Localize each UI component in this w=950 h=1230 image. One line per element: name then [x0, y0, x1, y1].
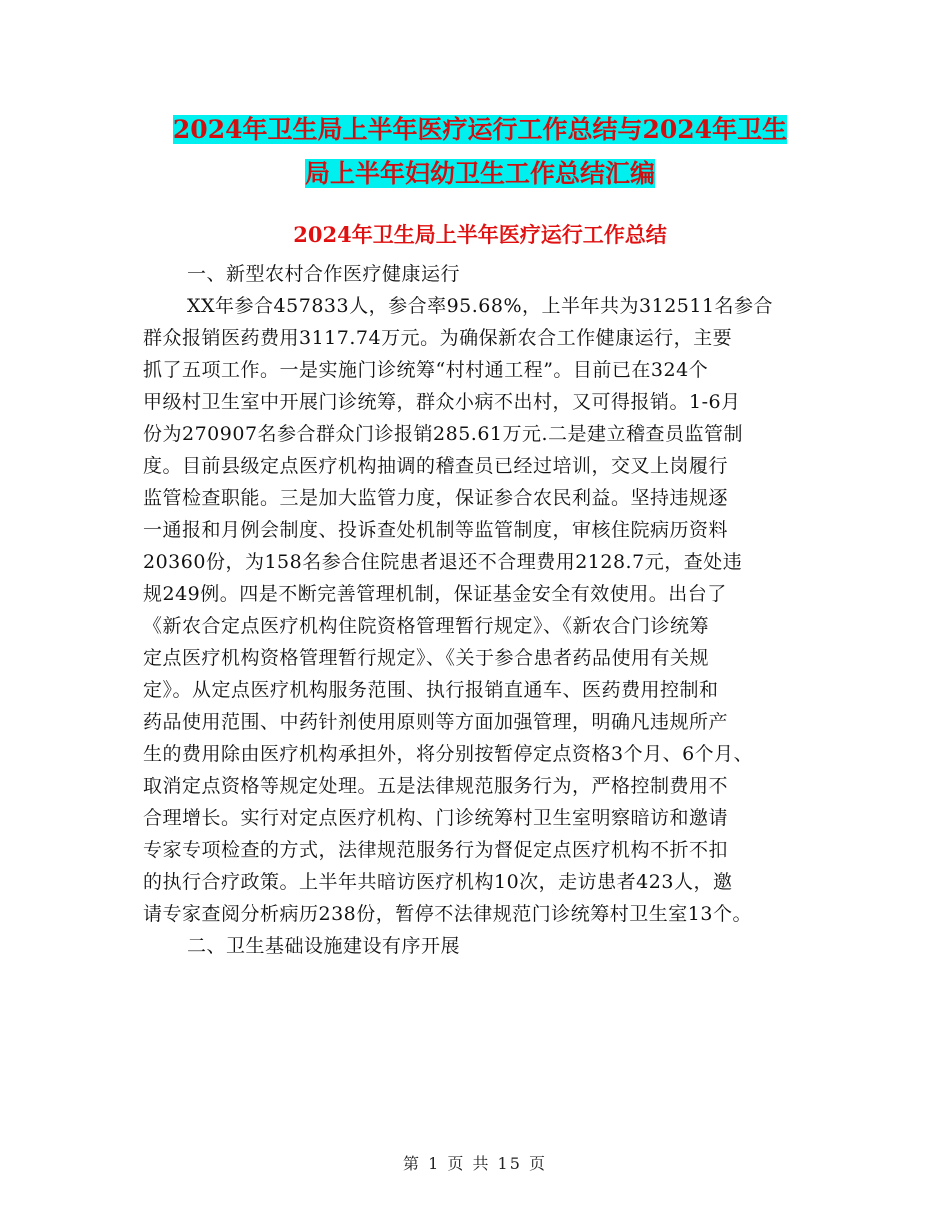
paragraph-line: 20360份，为158名参合住院患者退还不合理费用2128.7元，查处违: [143, 551, 743, 573]
paragraph-line: 定点医疗机构资格管理暂行规定》、《关于参合患者药品使用有关规: [143, 647, 710, 669]
document-title: [140, 108, 820, 196]
paragraph-line: 甲级村卫生室中开展门诊统筹，群众小病不出村，又可得报销。1-6月: [143, 391, 741, 413]
paragraph-line: 定》。从定点医疗机构服务范围、执行报销直通车、医药费用控制和: [143, 679, 719, 701]
section-2-heading: 二、卫生基础设施建设有序开展: [187, 935, 461, 957]
body-text: [143, 258, 823, 962]
paragraph-line: XX年参合457833人，参合率95.68%，上半年共为312511名参合: [187, 295, 774, 317]
paragraph-line: 一通报和月例会制度、投诉查处机制等监管制度，审核住院病历资料: [143, 519, 729, 541]
paragraph-line: 生的费用除由医疗机构承担外，将分别按暂停定点资格3个月、6个月、: [143, 743, 754, 765]
paragraph-line: 合理增长。实行对定点医疗机构、门诊统筹村卫生室明察暗访和邀请: [143, 807, 729, 829]
paragraph-line: 群众报销医药费用3117.74万元。为确保新农合工作健康运行，主要: [143, 327, 733, 349]
paragraph-line: 请专家查阅分析病历238份，暂停不法律规范门诊统筹村卫生室13个。: [143, 903, 752, 925]
paragraph-line: 的执行合疗政策。上半年共暗访医疗机构10次，走访患者423人，邀: [143, 871, 733, 893]
title-highlight-2: 局上半年妇幼卫生工作总结汇编: [304, 159, 655, 188]
section-title: 2024年卫生局上半年医疗运行工作总结: [293, 222, 667, 247]
title-line-1: [140, 108, 820, 152]
paragraph-line: 份为270907名参合群众门诊报销285.61万元.二是建立稽查员监管制: [143, 423, 744, 445]
paragraph-line: 度。目前县级定点医疗机构抽调的稽查员已经过培训，交叉上岗履行: [143, 455, 729, 477]
section-1-heading: 一、新型农村合作医疗健康运行: [187, 263, 461, 285]
title-highlight-1: 2024年卫生局上半年医疗运行工作总结与2024年卫生: [172, 115, 788, 144]
title-line-2: [140, 152, 820, 196]
paragraph-line: 取消定点资格等规定处理。五是法律规范服务行为，严格控制费用不: [143, 775, 729, 797]
paragraph-line: 专家专项检查的方式，法律规范服务行为督促定点医疗机构不折不扣: [143, 839, 729, 861]
paragraph-line: 抓了五项工作。一是实施门诊统筹“村村通工程”。目前已在324个: [143, 359, 709, 381]
paragraph-line: 药品使用范围、中药针剂使用原则等方面加强管理，明确凡违规所产: [143, 711, 729, 733]
paragraph-line: 《新农合定点医疗机构住院资格管理暂行规定》、《新农合门诊统筹: [143, 615, 710, 637]
paragraph-line: 规249例。四是不断完善管理机制，保证基金安全有效使用。出台了: [143, 583, 727, 605]
page-footer: 第 1 页 共 15 页: [403, 1154, 547, 1173]
paragraph-line: 监管检查职能。三是加大监管力度，保证参合农民利益。坚持违规逐: [143, 487, 729, 509]
